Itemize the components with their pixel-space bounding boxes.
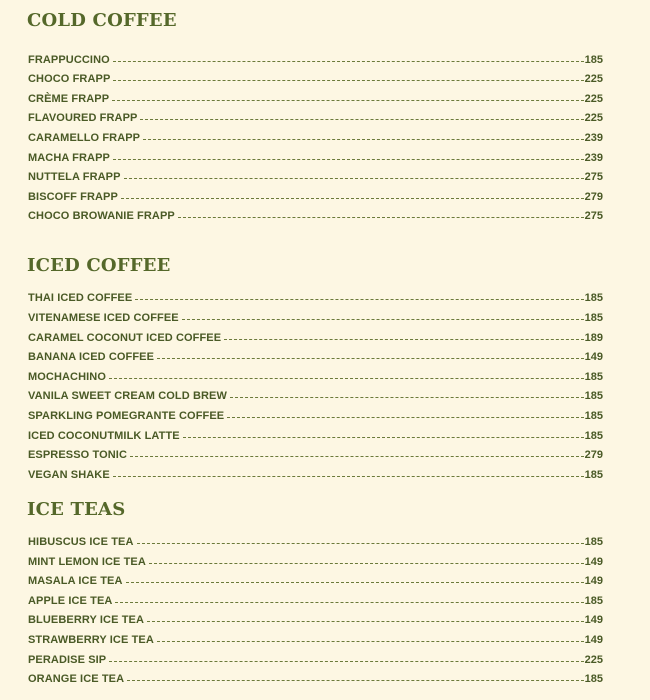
item-price: 239 (584, 152, 603, 164)
dotted-leader (130, 456, 584, 457)
dotted-leader (143, 139, 584, 140)
item-name: CRÈME FRAPP (28, 93, 110, 105)
dotted-leader (121, 198, 584, 199)
dotted-leader (230, 397, 584, 398)
item-price: 279 (584, 191, 603, 203)
item-name: VEGAN SHAKE (28, 469, 110, 481)
menu-item (28, 130, 603, 146)
item-name: VITENAMESE ICED COFFEE (28, 312, 179, 324)
menu-item (28, 573, 603, 589)
menu-item (28, 534, 603, 550)
item-name: ESPRESSO TONIC (28, 449, 127, 461)
item-price: 275 (584, 171, 603, 183)
item-name: CARAMEL COCONUT ICED COFFEE (28, 332, 222, 344)
item-price: 225 (584, 654, 603, 666)
menu-item (28, 150, 603, 166)
item-price: 279 (584, 449, 603, 461)
item-name: MINT LEMON ICE TEA (28, 556, 146, 568)
section-title-iced-coffee: ICED COFFEE (27, 255, 171, 276)
dotted-leader (224, 339, 583, 340)
menu-item (28, 632, 603, 648)
item-price: 185 (584, 312, 603, 324)
item-name: BANANA ICED COFFEE (28, 351, 155, 363)
dotted-leader (124, 178, 584, 179)
menu-item (28, 671, 603, 687)
menu-item (28, 52, 603, 68)
menu-item (28, 349, 603, 365)
dotted-leader (147, 621, 584, 622)
dotted-leader (109, 378, 584, 379)
menu-item (28, 428, 603, 444)
menu-item (28, 467, 603, 483)
menu-item (28, 408, 603, 424)
section-title-cold-coffee: COLD COFFEE (27, 10, 177, 31)
item-price: 189 (584, 332, 603, 344)
item-name: PERADISE SIP (28, 654, 107, 666)
dotted-leader (109, 661, 583, 662)
item-name: VANILA SWEET CREAM COLD BREW (28, 390, 227, 402)
menu-item (28, 554, 603, 570)
dotted-leader (137, 543, 584, 544)
item-name: SPARKLING POMEGRANTE COFFEE (28, 410, 225, 422)
menu-item (28, 652, 603, 668)
dotted-leader (113, 476, 584, 477)
item-name: ORANGE ICE TEA (28, 673, 125, 685)
menu-item (28, 110, 603, 126)
menu-item (28, 290, 603, 306)
item-price: 275 (584, 210, 603, 222)
menu-item (28, 91, 603, 107)
item-name: HIBUSCUS ICE TEA (28, 536, 134, 548)
menu-item (28, 612, 603, 628)
dotted-leader (178, 217, 584, 218)
dotted-leader (127, 680, 584, 681)
item-price: 239 (584, 132, 603, 144)
menu-item (28, 369, 603, 385)
menu-item (28, 330, 603, 346)
item-price: 185 (584, 673, 603, 685)
dotted-leader (227, 417, 583, 418)
dotted-leader (115, 602, 583, 603)
item-price: 149 (584, 556, 603, 568)
item-name: MOCHACHINO (28, 371, 106, 383)
item-price: 225 (584, 93, 603, 105)
item-price: 149 (584, 634, 603, 646)
item-price: 149 (584, 575, 603, 587)
menu-item (28, 310, 603, 326)
item-price: 149 (584, 351, 603, 363)
dotted-leader (113, 159, 584, 160)
item-price: 185 (584, 371, 603, 383)
item-name: STRAWBERRY ICE TEA (28, 634, 154, 646)
item-name: CHOCO BROWANIE FRAPP (28, 210, 175, 222)
item-price: 185 (584, 54, 603, 66)
item-name: CARAMELLO FRAPP (28, 132, 141, 144)
item-name: BLUEBERRY ICE TEA (28, 614, 144, 626)
item-price: 185 (584, 536, 603, 548)
item-name: FLAVOURED FRAPP (28, 112, 138, 124)
dotted-leader (135, 299, 583, 300)
menu-item (28, 189, 603, 205)
item-price: 149 (584, 614, 603, 626)
dotted-leader (140, 119, 583, 120)
menu-item (28, 447, 603, 463)
item-price: 225 (584, 112, 603, 124)
dotted-leader (157, 641, 584, 642)
menu-item (28, 593, 603, 609)
item-name: FRAPPUCCINO (28, 54, 110, 66)
item-name: THAI ICED COFFEE (28, 292, 133, 304)
menu-item (28, 208, 603, 224)
item-price: 225 (584, 73, 603, 85)
item-price: 185 (584, 595, 603, 607)
item-price: 185 (584, 390, 603, 402)
dotted-leader (157, 358, 584, 359)
dotted-leader (183, 437, 584, 438)
item-name: MASALA ICE TEA (28, 575, 123, 587)
dotted-leader (182, 319, 584, 320)
item-name: NUTTELA FRAPP (28, 171, 121, 183)
dotted-leader (126, 582, 584, 583)
item-price: 185 (584, 292, 603, 304)
item-name: CHOCO FRAPP (28, 73, 111, 85)
menu-item (28, 169, 603, 185)
item-price: 185 (584, 469, 603, 481)
dotted-leader (113, 80, 583, 81)
menu-item (28, 71, 603, 87)
section-title-ice-teas: ICE TEAS (27, 499, 126, 520)
menu-item (28, 388, 603, 404)
item-price: 185 (584, 410, 603, 422)
item-name: APPLE ICE TEA (28, 595, 113, 607)
dotted-leader (149, 563, 584, 564)
item-name: ICED COCONUTMILK LATTE (28, 430, 180, 442)
dotted-leader (113, 61, 584, 62)
item-price: 185 (584, 430, 603, 442)
item-name: BISCOFF FRAPP (28, 191, 118, 203)
item-name: MACHA FRAPP (28, 152, 110, 164)
dotted-leader (112, 100, 583, 101)
